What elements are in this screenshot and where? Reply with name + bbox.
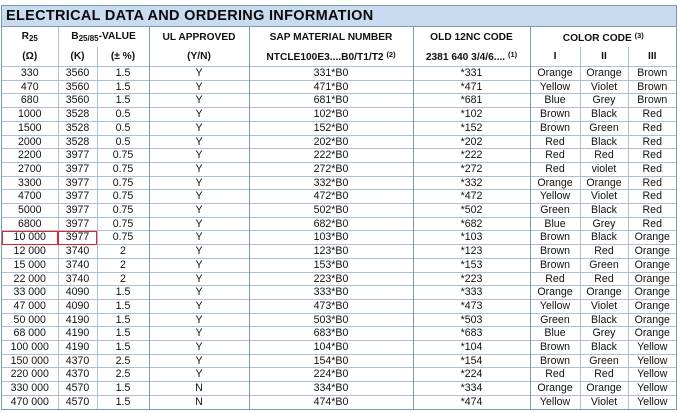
cell-b-tolerance: 1.5 [97,80,149,94]
cell-sap-number: 334*B0 [249,382,413,396]
table-row [2,67,676,81]
table-row [2,258,676,272]
cell-r25: 47 000 [2,299,58,313]
cell-b-value: 3977 [58,176,97,190]
table-row [2,162,676,176]
cell-color-ii: Grey [580,217,628,231]
table-row [2,313,676,327]
table-row [2,121,676,135]
cell-b-value: 3977 [58,231,97,245]
cell-ul-approved: Y [149,341,249,355]
cell-ul-approved: Y [149,327,249,341]
cell-old-12nc: *332 [413,176,530,190]
cell-color-iii: Yellow [628,382,676,396]
cell-old-12nc: *223 [413,272,530,286]
cell-ul-approved: Y [149,176,249,190]
cell-color-i: Orange [530,176,580,190]
cell-color-ii: Orange [580,176,628,190]
table-row [2,245,676,259]
cell-ul-approved: Y [149,121,249,135]
cell-ul-approved: Y [149,245,249,259]
cell-r25: 100 000 [2,341,58,355]
table-row [2,217,676,231]
table-row [2,176,676,190]
cell-old-12nc: *102 [413,108,530,122]
header-old-sub: 2381 640 3/4/6.... $^{(1)}$ [413,47,530,67]
cell-b-tolerance: 1.5 [97,382,149,396]
header-old-12nc: OLD 12NC CODE [413,27,530,47]
table-row [2,299,676,313]
cell-color-iii: Orange [628,327,676,341]
cell-b-value: 3977 [58,162,97,176]
header-color-iii: III [648,50,657,62]
cell-ul-approved: Y [149,286,249,300]
cell-color-iii: Orange [628,299,676,313]
table-row [2,190,676,204]
cell-sap-number: 103*B0 [249,231,413,245]
cell-old-12nc: *333 [413,286,530,300]
cell-color-i: Red [530,368,580,382]
cell-color-i: Brown [530,108,580,122]
cell-b-tolerance: 0.75 [97,162,149,176]
cell-sap-number: 473*B0 [249,299,413,313]
cell-color-ii: Black [580,204,628,218]
header-r25: $R_{25}$ [2,27,58,47]
cell-color-iii: Brown [628,67,676,81]
cell-color-ii: Orange [580,286,628,300]
cell-ul-approved: N [149,382,249,396]
cell-color-i: Brown [530,245,580,259]
cell-sap-number: 153*B0 [249,258,413,272]
cell-ul-approved: Y [149,299,249,313]
cell-old-12nc: *334 [413,382,530,396]
cell-sap-number: 503*B0 [249,313,413,327]
cell-r25: 50 000 [2,313,58,327]
cell-ul-approved: Y [149,231,249,245]
cell-color-iii: Red [628,204,676,218]
header-color-ii: II [580,47,628,67]
cell-r25: 150 000 [2,354,58,368]
cell-color-i: Brown [530,231,580,245]
cell-color-ii: Violet [580,190,628,204]
cell-sap-number: 123*B0 [249,245,413,259]
cell-old-12nc: *503 [413,313,530,327]
cell-b-tolerance: 0.5 [97,135,149,149]
table-row [2,368,676,382]
cell-color-iii: Yellow [628,354,676,368]
cell-r25: 22 000 [2,272,58,286]
cell-b-tolerance: 0.5 [97,108,149,122]
cell-ul-approved: Y [149,108,249,122]
cell-color-i: Blue [530,327,580,341]
cell-color-ii: Black [580,231,628,245]
cell-old-12nc: *152 [413,121,530,135]
cell-sap-number: 333*B0 [249,286,413,300]
cell-color-iii: Red [628,135,676,149]
cell-b-value: 3977 [58,204,97,218]
cell-ul-approved: N [149,395,249,408]
cell-r25: 68 000 [2,327,58,341]
header-row-1 [2,27,676,47]
header-color-i: I [530,47,580,67]
cell-sap-number: 224*B0 [249,368,413,382]
cell-old-12nc: *123 [413,245,530,259]
cell-ul-approved: Y [149,354,249,368]
cell-b-tolerance: 1.5 [97,327,149,341]
cell-r25: 33 000 [2,286,58,300]
cell-color-i: Brown [530,341,580,355]
cell-b-tolerance: 0.5 [97,121,149,135]
cell-old-12nc: *222 [413,149,530,163]
cell-old-12nc: *153 [413,258,530,272]
cell-b-value: 3977 [58,149,97,163]
panel-title: ELECTRICAL DATA AND ORDERING INFORMATION [2,6,676,27]
cell-sap-number: 223*B0 [249,272,413,286]
cell-color-i: Orange [530,286,580,300]
cell-b-value: 4190 [58,313,97,327]
cell-ul-approved: Y [149,94,249,108]
cell-color-ii: Black [580,135,628,149]
cell-color-i: Orange [530,382,580,396]
cell-r25: 680 [2,94,58,108]
cell-color-i: Red [530,162,580,176]
cell-b-value: 3740 [58,272,97,286]
cell-color-ii: Black [580,313,628,327]
cell-b-tolerance: 2 [97,258,149,272]
cell-sap-number: 331*B0 [249,67,413,81]
cell-color-ii: Green [580,354,628,368]
header-sap-sub: NTCLE100E3....B0/T1/T2 $^{(2)}$ [249,47,413,67]
cell-r25: 12 000 [2,245,58,259]
cell-b-value: 4370 [58,354,97,368]
cell-old-12nc: *473 [413,299,530,313]
cell-color-i: Blue [530,217,580,231]
cell-color-ii: Orange [580,382,628,396]
cell-sap-number: 202*B0 [249,135,413,149]
cell-color-ii: Green [580,258,628,272]
cell-ul-approved: Y [149,149,249,163]
cell-old-12nc: *104 [413,341,530,355]
table-row [2,272,676,286]
cell-old-12nc: *331 [413,67,530,81]
cell-b-value: 4570 [58,382,97,396]
cell-b-tolerance: 0.75 [97,204,149,218]
cell-b-value: 3740 [58,245,97,259]
cell-color-i: Blue [530,94,580,108]
cell-old-12nc: *202 [413,135,530,149]
cell-b-value: 3560 [58,94,97,108]
cell-color-iii: Brown [628,80,676,94]
cell-sap-number: 104*B0 [249,341,413,355]
cell-r25: 1500 [2,121,58,135]
table-row [2,149,676,163]
cell-old-12nc: *474 [413,395,530,408]
cell-sap-number: 682*B0 [249,217,413,231]
table-row [2,327,676,341]
cell-color-i: Brown [530,354,580,368]
cell-b-tolerance: 1.5 [97,395,149,408]
cell-sap-number: 152*B0 [249,121,413,135]
cell-color-ii: Violet [580,395,628,408]
cell-b-tolerance: 1.5 [97,341,149,355]
table-row [2,80,676,94]
cell-color-i: Yellow [530,395,580,408]
cell-b-tolerance: 1.5 [97,67,149,81]
cell-r25: 2700 [2,162,58,176]
cell-color-ii: Grey [580,327,628,341]
cell-old-12nc: *103 [413,231,530,245]
cell-color-iii: Red [628,121,676,135]
header-b-unit-pct: (± %) [97,47,149,67]
cell-ul-approved: Y [149,190,249,204]
header-ul-unit: (Y/N) [149,47,249,67]
cell-sap-number: 332*B0 [249,176,413,190]
cell-b-tolerance: 1.5 [97,313,149,327]
cell-b-tolerance: 1.5 [97,94,149,108]
cell-color-i: Brown [530,258,580,272]
table-row [2,382,676,396]
table-row [2,286,676,300]
cell-sap-number: 474*B0 [249,395,413,408]
cell-b-tolerance: 2.5 [97,368,149,382]
cell-sap-number: 154*B0 [249,354,413,368]
cell-b-tolerance: 2 [97,245,149,259]
cell-color-i: Yellow [530,299,580,313]
cell-sap-number: 683*B0 [249,327,413,341]
cell-color-i: Red [530,272,580,286]
cell-color-iii: Yellow [628,368,676,382]
cell-color-ii: Green [580,121,628,135]
cell-b-value: 4090 [58,286,97,300]
cell-r25: 2000 [2,135,58,149]
cell-color-iii: Orange [628,286,676,300]
electrical-data-table [2,27,676,409]
cell-color-iii: Brown [628,94,676,108]
cell-ul-approved: Y [149,313,249,327]
cell-color-ii: Red [580,149,628,163]
cell-sap-number: 681*B0 [249,94,413,108]
cell-color-i: Orange [530,67,580,81]
cell-color-iii: Orange [628,258,676,272]
cell-ul-approved: Y [149,368,249,382]
cell-b-tolerance: 2 [97,272,149,286]
cell-old-12nc: *681 [413,94,530,108]
cell-b-value: 3528 [58,135,97,149]
cell-color-i: Green [530,313,580,327]
table-row [2,354,676,368]
cell-b-value: 4190 [58,341,97,355]
cell-r25: 1000 [2,108,58,122]
cell-b-value: 3560 [58,80,97,94]
cell-ul-approved: Y [149,272,249,286]
cell-color-ii: violet [580,162,628,176]
cell-sap-number: 502*B0 [249,204,413,218]
cell-color-ii: Red [580,245,628,259]
cell-sap-number: 272*B0 [249,162,413,176]
cell-color-ii: Black [580,108,628,122]
cell-b-tolerance: 1.5 [97,299,149,313]
cell-color-ii: Orange [580,67,628,81]
cell-color-iii: Orange [628,313,676,327]
cell-color-iii: Yellow [628,395,676,408]
cell-color-i: Yellow [530,80,580,94]
cell-color-ii: Black [580,341,628,355]
cell-color-i: Green [530,204,580,218]
cell-b-tolerance: 0.75 [97,176,149,190]
table-row [2,94,676,108]
cell-b-value: 3740 [58,258,97,272]
cell-ul-approved: Y [149,258,249,272]
cell-b-value: 3560 [58,67,97,81]
cell-color-ii: Red [580,368,628,382]
cell-b-value: 3977 [58,190,97,204]
table-row [2,395,676,408]
cell-b-value: 3977 [58,217,97,231]
cell-color-i: Red [530,135,580,149]
header-b-unit-k: (K) [58,47,97,67]
header-color-code: COLOR CODE $^{(3)}$ [562,31,644,44]
cell-r25: 3300 [2,176,58,190]
table-row [2,135,676,149]
cell-b-value: 4570 [58,395,97,408]
cell-color-iii: Red [628,149,676,163]
cell-old-12nc: *471 [413,80,530,94]
cell-b-tolerance: 0.75 [97,217,149,231]
cell-r25: 330 000 [2,382,58,396]
cell-ul-approved: Y [149,204,249,218]
cell-color-iii: Red [628,176,676,190]
cell-color-iii: Red [628,190,676,204]
header-sap-material: SAP MATERIAL NUMBER [249,27,413,47]
table-body [2,67,676,409]
cell-b-value: 4190 [58,327,97,341]
header-row-2 [2,47,676,67]
header-r25-unit: (Ω) [2,47,58,67]
cell-color-i: Yellow [530,190,580,204]
cell-b-tolerance: 1.5 [97,286,149,300]
cell-ul-approved: Y [149,67,249,81]
cell-b-tolerance: 2.5 [97,354,149,368]
cell-sap-number: 472*B0 [249,190,413,204]
cell-r25: 220 000 [2,368,58,382]
cell-old-12nc: *272 [413,162,530,176]
cell-b-value: 4090 [58,299,97,313]
header-ul-approved: UL APPROVED [149,27,249,47]
cell-r25: 15 000 [2,258,58,272]
cell-color-iii: Red [628,108,676,122]
cell-color-iii: Orange [628,272,676,286]
cell-b-value: 4370 [58,368,97,382]
cell-color-ii: Grey [580,94,628,108]
cell-sap-number: 222*B0 [249,149,413,163]
cell-old-12nc: *224 [413,368,530,382]
cell-r25: 470 [2,80,58,94]
cell-r25: 470 000 [2,395,58,408]
cell-color-ii: Red [580,272,628,286]
cell-r25: 6800 [2,217,58,231]
cell-color-iii: Red [628,217,676,231]
cell-old-12nc: *682 [413,217,530,231]
table-row [2,231,676,245]
cell-color-iii: Yellow [628,341,676,355]
cell-r25: 10 000 [2,231,58,245]
cell-b-tolerance: 0.75 [97,231,149,245]
cell-r25: 4700 [2,190,58,204]
table-row [2,108,676,122]
cell-ul-approved: Y [149,135,249,149]
cell-color-ii: Violet [580,80,628,94]
table-row [2,204,676,218]
cell-color-iii: Orange [628,231,676,245]
cell-ul-approved: Y [149,80,249,94]
cell-color-i: Brown [530,121,580,135]
cell-color-ii: Violet [580,299,628,313]
cell-b-tolerance: 0.75 [97,149,149,163]
cell-sap-number: 102*B0 [249,108,413,122]
table-row [2,341,676,355]
cell-r25: 5000 [2,204,58,218]
cell-r25: 330 [2,67,58,81]
cell-old-12nc: *502 [413,204,530,218]
cell-b-value: 3528 [58,121,97,135]
cell-ul-approved: Y [149,217,249,231]
cell-old-12nc: *683 [413,327,530,341]
cell-sap-number: 471*B0 [249,80,413,94]
cell-old-12nc: *472 [413,190,530,204]
cell-old-12nc: *154 [413,354,530,368]
cell-color-iii: Red [628,162,676,176]
header-b-value: $B_{25/85}$-VALUE [58,27,149,47]
cell-color-iii: Orange [628,245,676,259]
cell-b-tolerance: 0.75 [97,190,149,204]
cell-b-value: 3528 [58,108,97,122]
ordering-info-panel [1,5,677,410]
cell-r25: 2200 [2,149,58,163]
cell-ul-approved: Y [149,162,249,176]
cell-color-i: Red [530,149,580,163]
